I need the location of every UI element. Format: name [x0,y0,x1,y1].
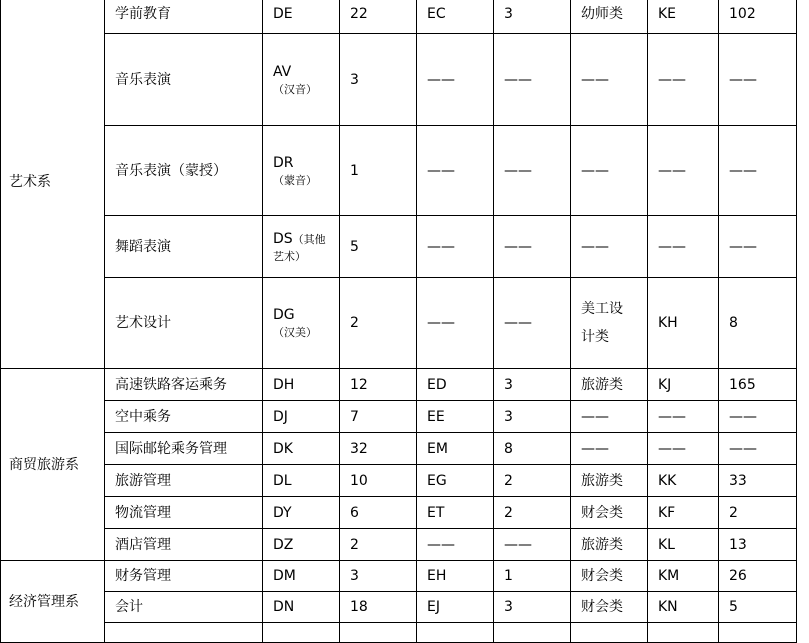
code2-cell [417,623,494,643]
category-cell: —— [571,126,648,216]
code2-cell: —— [417,126,494,216]
plan2-cell: —— [494,278,571,369]
major-cell: 会计 [105,592,263,623]
table-row [1,34,797,126]
plan3-cell: —— [719,34,797,126]
category-cell: 财会类 [571,561,648,592]
code-cell [263,216,340,278]
plan3-cell: 8 [719,278,797,369]
code2-cell: —— [417,278,494,369]
plan2-cell: 3 [494,592,571,623]
category-cell: —— [571,34,648,126]
code3-cell: KK [648,465,719,497]
category-cell: 财会类 [571,497,648,529]
plan3-cell: 5 [719,592,797,623]
code-cell: DN [263,592,340,623]
code2-cell: —— [417,34,494,126]
table-row [1,561,797,592]
plan-cell: 7 [340,401,417,433]
plan3-cell: 102 [719,0,797,34]
code-cell: DY [263,497,340,529]
code3-cell: KL [648,529,719,561]
plan-cell: 6 [340,497,417,529]
code-text: DR [273,154,294,171]
code-cell: DH [263,369,340,401]
plan2-cell: 3 [494,0,571,34]
code-cell: DE [263,0,340,34]
code2-cell: EE [417,401,494,433]
category-cell: 财会类 [571,592,648,623]
code-cell: DL [263,465,340,497]
plan-cell: 32 [340,433,417,465]
code3-cell [648,623,719,643]
plan2-cell: 8 [494,433,571,465]
department-cell: 商贸旅游系 [1,369,105,561]
plan-cell: 2 [340,278,417,369]
code2-cell: EM [417,433,494,465]
table-row [1,126,797,216]
plan3-cell [719,623,797,643]
code2-cell: ED [417,369,494,401]
category-cell: 旅游类 [571,529,648,561]
plan3-cell: —— [719,433,797,465]
code-cell [263,34,340,126]
major-cell: 物流管理 [105,497,263,529]
code-cell: DJ [263,401,340,433]
plan2-cell [494,623,571,643]
department-cell: 艺术系 [1,0,105,369]
table-row [1,0,797,34]
code-cell [263,623,340,643]
plan-cell: 10 [340,465,417,497]
code3-cell: KH [648,278,719,369]
plan-cell: 3 [340,34,417,126]
major-cell: 国际邮轮乘务管理 [105,433,263,465]
code-text: AV [273,63,292,80]
code-cell: DK [263,433,340,465]
table-row [1,369,797,401]
code-note-inline: （其他 [292,232,326,246]
code-note: （汉音） [273,82,317,96]
code2-cell: EG [417,465,494,497]
code-cell [263,278,340,369]
category-cell [571,623,648,643]
plan3-cell: 165 [719,369,797,401]
category-cell: 幼师类 [571,0,648,34]
plan2-cell: 3 [494,369,571,401]
major-cell: 酒店管理 [105,529,263,561]
plan2-cell: —— [494,216,571,278]
code2-cell: —— [417,529,494,561]
plan3-cell: —— [719,401,797,433]
code-note: （汉美） [273,326,317,339]
category-cell: 旅游类 [571,465,648,497]
category-line: 美工设 [581,301,623,317]
table-row [1,433,797,465]
plan3-cell: 13 [719,529,797,561]
plan3-cell: 2 [719,497,797,529]
code-cell: DZ [263,529,340,561]
code3-cell: KM [648,561,719,592]
major-cell: 旅游管理 [105,465,263,497]
code2-cell: EJ [417,592,494,623]
plan2-cell: 3 [494,401,571,433]
category-cell: —— [571,433,648,465]
code3-cell: KE [648,0,719,34]
major-cell: 高速铁路客运乘务 [105,369,263,401]
plan-cell: 18 [340,592,417,623]
table-row [1,529,797,561]
code3-cell: —— [648,433,719,465]
plan-cell: 22 [340,0,417,34]
plan-cell: 5 [340,216,417,278]
plan3-cell: 33 [719,465,797,497]
major-cell [105,623,263,643]
plan3-cell: —— [719,216,797,278]
code2-cell: ET [417,497,494,529]
code2-cell: EH [417,561,494,592]
code3-cell: —— [648,34,719,126]
table-row [1,623,797,643]
code-text: DG [273,307,295,323]
code3-cell: —— [648,126,719,216]
plan-cell: 12 [340,369,417,401]
plan-cell: 2 [340,529,417,561]
code-text: DS [273,230,293,247]
plan-cell: 3 [340,561,417,592]
code3-cell: KN [648,592,719,623]
plan3-cell: 26 [719,561,797,592]
table-row [1,497,797,529]
plan-cell [340,623,417,643]
plan2-cell: —— [494,529,571,561]
code3-cell: KF [648,497,719,529]
plan2-cell: —— [494,126,571,216]
table-row [1,592,797,623]
plan-cell: 1 [340,126,417,216]
code2-cell: —— [417,216,494,278]
plan2-cell: 2 [494,497,571,529]
category-line: 计类 [581,329,609,345]
code3-cell: —— [648,401,719,433]
category-cell [571,278,648,369]
code-note: 艺术） [273,249,306,263]
code-cell [263,126,340,216]
code2-cell: EC [417,0,494,34]
plan2-cell: —— [494,34,571,126]
major-cell: 空中乘务 [105,401,263,433]
table-row [1,216,797,278]
code-cell: DM [263,561,340,592]
plan3-cell: —— [719,126,797,216]
department-cell: 经济管理系 [1,561,105,643]
table-row [1,465,797,497]
major-cell: 音乐表演 [105,34,263,126]
major-cell: 财务管理 [105,561,263,592]
code-note: （蒙音） [273,173,317,187]
plan2-cell: 1 [494,561,571,592]
code3-cell: —— [648,216,719,278]
major-cell: 音乐表演（蒙授） [105,126,263,216]
category-cell: —— [571,216,648,278]
table-row [1,278,797,369]
code3-cell: KJ [648,369,719,401]
table-row [1,401,797,433]
major-cell: 艺术设计 [105,278,263,369]
plan2-cell: 2 [494,465,571,497]
major-cell: 学前教育 [105,0,263,34]
category-cell: —— [571,401,648,433]
category-cell: 旅游类 [571,369,648,401]
major-cell: 舞蹈表演 [105,216,263,278]
